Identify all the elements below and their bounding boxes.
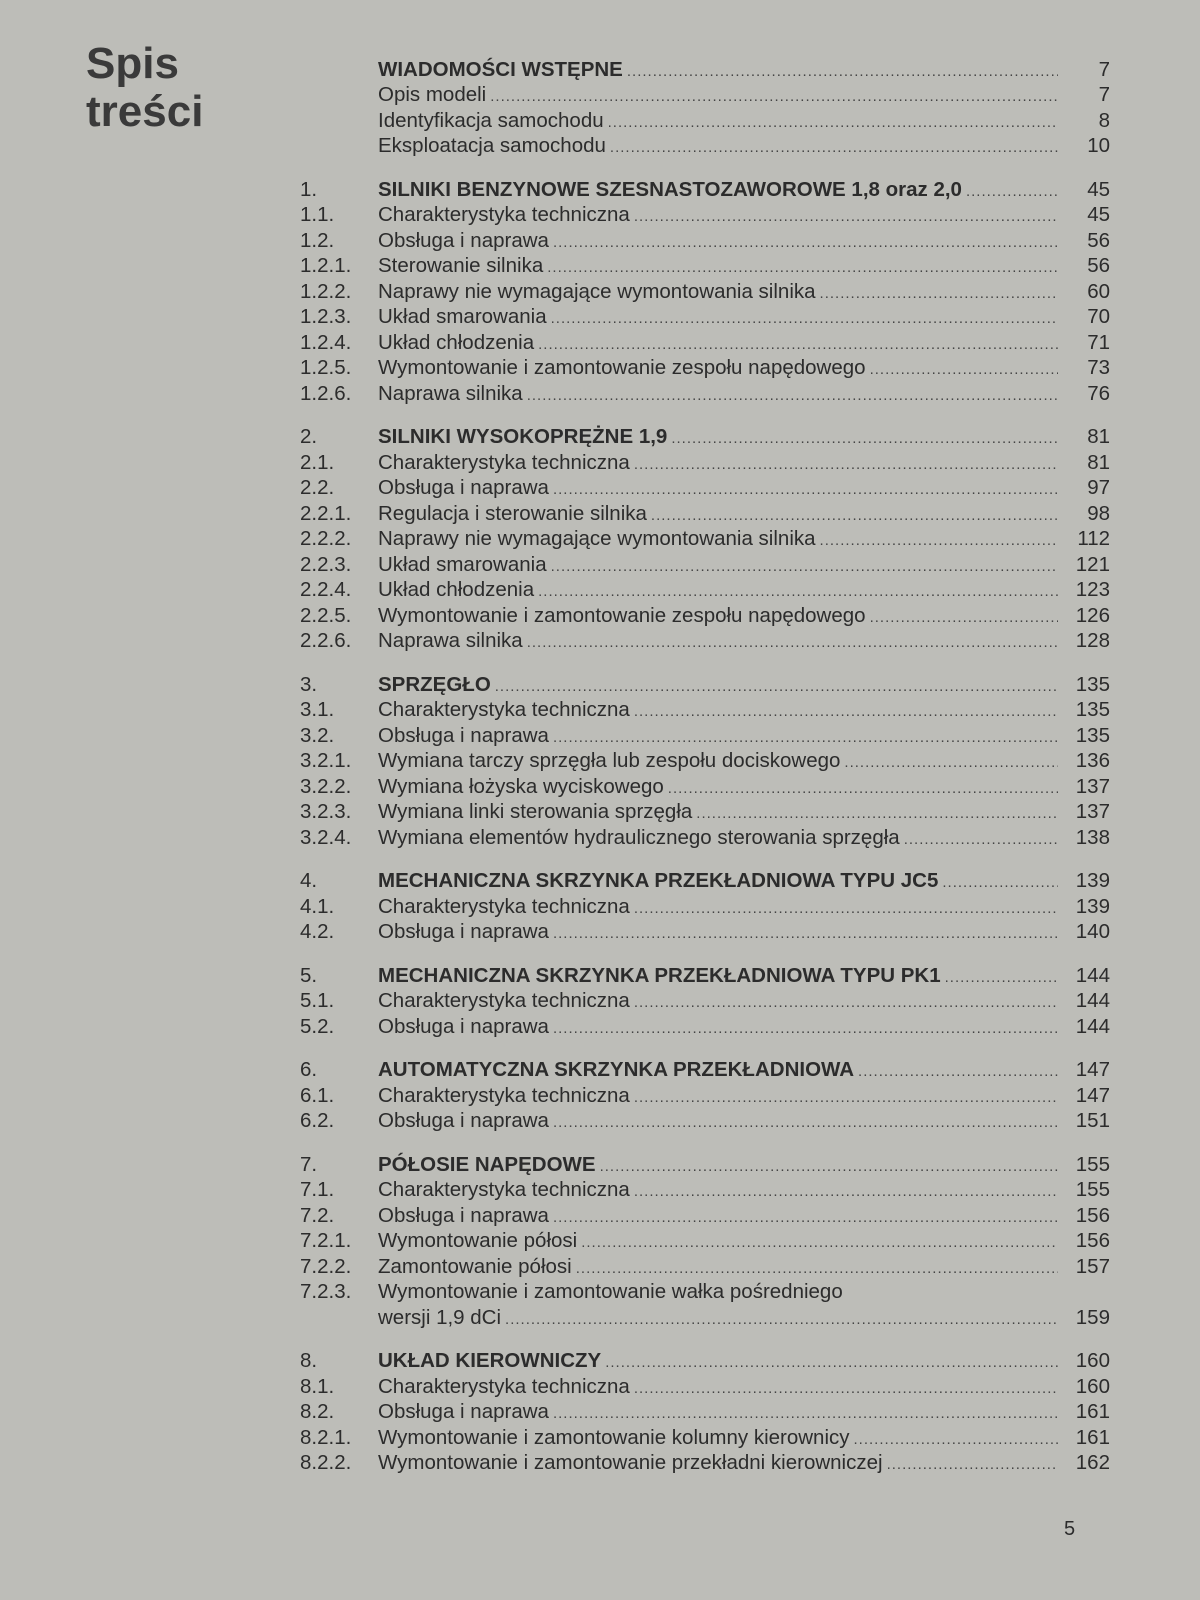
entry-page: 139	[1075, 894, 1110, 918]
leader-dots	[844, 753, 1058, 773]
toc-entry	[300, 355, 1110, 381]
entry-number: 5.1.	[300, 989, 335, 1012]
toc-entry	[300, 773, 1110, 799]
toc-section	[300, 424, 1110, 654]
entry-title: Charakterystyka techniczna	[378, 1083, 630, 1107]
entry-title: Zamontowanie półosi	[378, 1254, 572, 1278]
toc-entry	[300, 748, 1110, 774]
entry-title: Obsługa i naprawa	[378, 476, 549, 499]
entry-title: Identyfikacja samochodu	[378, 108, 604, 132]
entry-title: WIADOMOŚCI WSTĘPNE	[378, 57, 623, 81]
entry-page: 81	[1087, 450, 1110, 474]
leader-dots	[904, 830, 1058, 850]
toc-entry	[300, 304, 1110, 330]
entry-page: 156	[1075, 1229, 1110, 1252]
entry-page: 138	[1075, 825, 1110, 849]
toc-entry	[300, 1013, 1110, 1039]
entry-number: 7.2.2.	[300, 1254, 352, 1278]
leader-dots	[870, 608, 1058, 628]
leader-dots	[634, 1379, 1058, 1399]
entry-page: 7	[1098, 57, 1110, 81]
entry-page: 71	[1087, 330, 1110, 354]
toc-section	[300, 1348, 1110, 1476]
entry-title: Wymontowanie i zamontowanie zespołu napędowego	[378, 356, 866, 379]
toc-entry	[300, 824, 1110, 850]
entry-number: 6.	[300, 1058, 318, 1081]
entry-number: 2.2.1.	[300, 501, 352, 525]
entry-title: Charakterystyka techniczna	[378, 450, 630, 474]
toc-chapter-heading	[300, 56, 1110, 82]
table-of-contents	[300, 56, 1110, 1493]
leader-dots	[553, 1019, 1058, 1039]
leader-dots	[858, 1062, 1058, 1082]
entry-page: 157	[1075, 1254, 1110, 1278]
entry-number: 1.2.3.	[300, 305, 352, 328]
entry-title: Wymontowanie półosi	[378, 1229, 578, 1252]
toc-entry	[300, 133, 1110, 159]
entry-title: Naprawa silnika	[378, 381, 523, 405]
entry-page: 76	[1087, 381, 1110, 405]
entry-number: 4.	[300, 869, 318, 892]
entry-number: 8.2.1.	[300, 1425, 352, 1449]
entry-page: 155	[1075, 1152, 1110, 1176]
toc-entry	[300, 1399, 1110, 1425]
entry-page: 7	[1098, 83, 1110, 106]
entry-title: Naprawa silnika	[378, 629, 523, 652]
entry-title: Charakterystyka techniczna	[378, 1178, 630, 1201]
entry-page: 121	[1075, 552, 1110, 576]
leader-dots	[942, 873, 1058, 893]
leader-dots	[668, 779, 1058, 799]
entry-number: 2.2.2.	[300, 527, 352, 550]
entry-number: 7.2.3.	[300, 1280, 352, 1303]
leader-dots	[627, 62, 1058, 82]
entry-title: Charakterystyka techniczna	[378, 989, 630, 1012]
leader-dots	[651, 506, 1058, 526]
leader-dots	[553, 1113, 1058, 1133]
entry-page: 151	[1075, 1109, 1110, 1132]
entry-page: 155	[1075, 1178, 1110, 1201]
leader-dots	[634, 455, 1058, 475]
entry-page: 45	[1087, 177, 1110, 201]
entry-number: 6.2.	[300, 1109, 335, 1132]
leader-dots	[551, 309, 1058, 329]
toc-entry	[300, 449, 1110, 475]
leader-dots	[538, 335, 1058, 355]
entry-page: 140	[1075, 920, 1110, 943]
toc-entry	[300, 526, 1110, 552]
leader-dots	[605, 1353, 1058, 1373]
entry-title: Wymontowanie i zamontowanie przekładni kierowniczej	[378, 1451, 883, 1474]
entry-page: 70	[1087, 305, 1110, 328]
toc-entry	[300, 1373, 1110, 1399]
entry-title: Obsługa i naprawa	[378, 1203, 549, 1227]
entry-page: 123	[1075, 578, 1110, 601]
leader-dots	[610, 138, 1058, 158]
entry-number: 1.2.4.	[300, 330, 352, 354]
entry-title: Charakterystyka techniczna	[378, 1374, 630, 1398]
entry-number: 4.1.	[300, 894, 335, 918]
entry-title: Sterowanie silnika	[378, 254, 544, 277]
entry-page: 160	[1075, 1374, 1110, 1398]
entry-title: Wymiana linki sterowania sprzęgła	[378, 800, 693, 823]
entry-title: Naprawy nie wymagające wymontowania silnika	[378, 527, 816, 550]
entry-title: Obsługa i naprawa	[378, 1109, 549, 1132]
entry-page: 56	[1087, 228, 1110, 252]
entry-title: PÓŁOSIE NAPĘDOWE	[378, 1152, 596, 1176]
entry-title: SILNIKI BENZYNOWE SZESNASTOZAWOROWE 1,8 oraz 2,0	[378, 177, 962, 201]
leader-dots	[887, 1455, 1058, 1475]
toc-entry	[300, 380, 1110, 406]
entry-page: 60	[1087, 279, 1110, 303]
entry-title: Układ smarowania	[378, 552, 547, 576]
entry-number: 8.1.	[300, 1374, 335, 1398]
toc-entry	[300, 1253, 1110, 1279]
leader-dots	[820, 284, 1058, 304]
title-line-1: Spis	[86, 39, 179, 88]
toc-chapter-heading	[300, 1348, 1110, 1374]
entry-number: 1.2.2.	[300, 279, 352, 303]
leader-dots	[527, 633, 1058, 653]
leader-dots	[696, 804, 1058, 824]
entry-page: 144	[1075, 989, 1110, 1012]
entry-title: Wymiana elementów hydraulicznego sterowania sprzęgła	[378, 825, 900, 849]
entry-number: 3.1.	[300, 698, 335, 721]
entry-page: 98	[1087, 501, 1110, 525]
entry-title: Obsługa i naprawa	[378, 1014, 549, 1038]
leader-dots	[608, 113, 1058, 133]
leader-dots	[634, 702, 1058, 722]
entry-title: Charakterystyka techniczna	[378, 203, 630, 226]
entry-page: 144	[1075, 963, 1110, 987]
entry-number: 3.2.4.	[300, 825, 352, 849]
entry-title: SILNIKI WYSOKOPRĘŻNE 1,9	[378, 425, 668, 448]
entry-page: 156	[1075, 1203, 1110, 1227]
entry-number: 8.2.	[300, 1400, 335, 1423]
leader-dots	[966, 182, 1058, 202]
toc-entry	[300, 1082, 1110, 1108]
toc-chapter-heading	[300, 1151, 1110, 1177]
toc-entry	[300, 500, 1110, 526]
toc-entry	[300, 1177, 1110, 1203]
entry-number: 1.2.5.	[300, 356, 352, 379]
entry-number: 8.	[300, 1349, 318, 1372]
toc-entry	[300, 475, 1110, 501]
toc-entry	[300, 1108, 1110, 1134]
toc-entry	[300, 1202, 1110, 1228]
entry-title: Wymontowanie i zamontowanie zespołu napędowego	[378, 603, 866, 627]
entry-page: 112	[1077, 527, 1110, 550]
toc-chapter-heading	[300, 424, 1110, 450]
leader-dots	[527, 386, 1058, 406]
entry-number: 2.2.4.	[300, 578, 352, 601]
toc-entry	[300, 893, 1110, 919]
leader-dots	[505, 1310, 1058, 1330]
entry-number: 3.	[300, 672, 318, 696]
entry-title: Naprawy nie wymagające wymontowania silnika	[378, 279, 816, 303]
entry-page: 135	[1075, 672, 1110, 696]
toc-section	[300, 56, 1110, 158]
toc-entry	[300, 628, 1110, 654]
toc-entry	[300, 988, 1110, 1014]
entry-page: 73	[1087, 356, 1110, 379]
entry-title: Charakterystyka techniczna	[378, 698, 630, 721]
entry-page: 161	[1075, 1425, 1110, 1449]
entry-page: 137	[1075, 800, 1110, 823]
entry-number: 7.2.1.	[300, 1229, 352, 1252]
entry-number: 1.2.6.	[300, 381, 352, 405]
leader-dots	[553, 480, 1058, 500]
entry-number: 1.2.1.	[300, 254, 352, 277]
toc-entry	[300, 577, 1110, 603]
entry-page: 128	[1075, 629, 1110, 652]
entry-title: AUTOMATYCZNA SKRZYNKA PRZEKŁADNIOWA	[378, 1058, 855, 1081]
entry-number: 5.2.	[300, 1014, 335, 1038]
page-number: 5	[1064, 1518, 1076, 1540]
entry-page: 97	[1087, 476, 1110, 499]
entry-number: 6.1.	[300, 1083, 335, 1107]
entry-page: 147	[1075, 1058, 1110, 1081]
toc-entry	[300, 919, 1110, 945]
toc-entry	[300, 82, 1110, 108]
entry-number: 1.	[300, 177, 318, 201]
entry-page: 126	[1075, 603, 1110, 627]
entry-title: Eksploatacja samochodu	[378, 134, 606, 157]
toc-entry	[300, 551, 1110, 577]
leader-dots	[581, 1233, 1058, 1253]
toc-chapter-heading	[300, 1057, 1110, 1083]
entry-number: 8.2.2.	[300, 1451, 352, 1474]
leader-dots	[634, 993, 1058, 1013]
toc-section	[300, 868, 1110, 945]
leader-dots	[553, 1208, 1058, 1228]
entry-title: Wymontowanie i zamontowanie wałka pośredniego	[378, 1280, 843, 1303]
toc-chapter-heading	[300, 671, 1110, 697]
toc-entry	[300, 1228, 1110, 1254]
entry-page: 45	[1087, 203, 1110, 226]
toc-section	[300, 962, 1110, 1039]
entry-number: 1.2.	[300, 228, 335, 252]
entry-title: UKŁAD KIEROWNICZY	[378, 1349, 602, 1372]
entry-title: Obsługa i naprawa	[378, 1400, 549, 1423]
entry-page: 56	[1087, 254, 1110, 277]
entry-number: 7.	[300, 1152, 318, 1176]
entry-title: Układ chłodzenia	[378, 578, 535, 601]
toc-section	[300, 671, 1110, 850]
entry-title: wersji 1,9 dCi	[378, 1305, 502, 1329]
entry-number: 3.2.3.	[300, 800, 352, 823]
leader-dots	[634, 1182, 1058, 1202]
leader-dots	[945, 968, 1058, 988]
toc-entry	[300, 602, 1110, 628]
leader-dots	[870, 360, 1058, 380]
entry-title: Opis modeli	[378, 83, 487, 106]
toc-section	[300, 1151, 1110, 1330]
leader-dots	[553, 1404, 1058, 1424]
leader-dots	[634, 1088, 1058, 1108]
leader-dots	[538, 582, 1058, 602]
leader-dots	[634, 207, 1058, 227]
toc-entry	[300, 107, 1110, 133]
toc-chapter-heading	[300, 868, 1110, 894]
leader-dots	[553, 233, 1058, 253]
entry-number: 2.	[300, 425, 318, 448]
entry-page: 8	[1098, 108, 1110, 132]
leader-dots	[551, 557, 1058, 577]
entry-number: 4.2.	[300, 920, 335, 943]
entry-page: 135	[1075, 698, 1110, 721]
entry-page: 81	[1087, 425, 1110, 448]
leader-dots	[576, 1259, 1058, 1279]
entry-page: 137	[1075, 774, 1110, 798]
entry-title: Charakterystyka techniczna	[378, 894, 630, 918]
entry-title: Regulacja i sterowanie silnika	[378, 501, 647, 525]
entry-page: 161	[1075, 1400, 1110, 1423]
leader-dots	[553, 924, 1058, 944]
toc-entry	[300, 1304, 1110, 1330]
entry-number: 7.1.	[300, 1178, 335, 1201]
entry-number: 7.2.	[300, 1203, 335, 1227]
leader-dots	[854, 1430, 1058, 1450]
entry-title: Wymontowanie i zamontowanie kolumny kierownicy	[378, 1425, 850, 1449]
title-line-2: treści	[86, 87, 204, 136]
toc-entry	[300, 202, 1110, 228]
toc-entry	[300, 1279, 1110, 1305]
entry-page: 144	[1075, 1014, 1110, 1038]
leader-dots	[671, 429, 1058, 449]
toc-entry	[300, 278, 1110, 304]
entry-page: 160	[1075, 1349, 1110, 1372]
toc-chapter-heading	[300, 176, 1110, 202]
toc-entry	[300, 1450, 1110, 1476]
leader-dots	[547, 258, 1058, 278]
entry-title: Wymiana łożyska wyciskowego	[378, 774, 664, 798]
toc-entry	[300, 227, 1110, 253]
entry-number: 3.2.2.	[300, 774, 352, 798]
entry-number: 5.	[300, 963, 318, 987]
toc-entry	[300, 799, 1110, 825]
entry-page: 162	[1075, 1451, 1110, 1474]
entry-title: Obsługa i naprawa	[378, 723, 549, 747]
leader-dots	[634, 899, 1058, 919]
entry-number: 3.2.	[300, 723, 335, 747]
toc-entry	[300, 329, 1110, 355]
entry-page: 135	[1075, 723, 1110, 747]
entry-page: 136	[1075, 749, 1110, 772]
entry-number: 3.2.1.	[300, 749, 352, 772]
entry-number: 2.2.	[300, 476, 335, 499]
toc-entry	[300, 722, 1110, 748]
leader-dots	[820, 531, 1058, 551]
entry-page: 159	[1075, 1305, 1110, 1329]
entry-number: 2.2.5.	[300, 603, 352, 627]
leader-dots	[553, 728, 1058, 748]
entry-number: 1.1.	[300, 203, 335, 226]
toc-entry	[300, 697, 1110, 723]
toc-section	[300, 1057, 1110, 1134]
leader-dots	[490, 87, 1058, 107]
entry-title: Wymiana tarczy sprzęgła lub zespołu dociskowego	[378, 749, 841, 772]
entry-title: MECHANICZNA SKRZYNKA PRZEKŁADNIOWA TYPU JC5	[378, 869, 939, 892]
entry-number: 2.2.6.	[300, 629, 352, 652]
toc-chapter-heading	[300, 962, 1110, 988]
entry-page: 139	[1075, 869, 1110, 892]
entry-page: 147	[1075, 1083, 1110, 1107]
entry-number: 2.1.	[300, 450, 335, 474]
toc-entry	[300, 1424, 1110, 1450]
toc-entry	[300, 253, 1110, 279]
entry-title: Obsługa i naprawa	[378, 920, 549, 943]
entry-title: Układ chłodzenia	[378, 330, 535, 354]
entry-title: SPRZĘGŁO	[378, 672, 491, 696]
page-title	[86, 40, 203, 136]
entry-title: Układ smarowania	[378, 305, 547, 328]
entry-title: Obsługa i naprawa	[378, 228, 549, 252]
toc-section	[300, 176, 1110, 406]
leader-dots	[495, 677, 1058, 697]
leader-dots	[600, 1157, 1058, 1177]
entry-number: 2.2.3.	[300, 552, 352, 576]
entry-title: MECHANICZNA SKRZYNKA PRZEKŁADNIOWA TYPU PK1	[378, 963, 941, 987]
entry-page: 10	[1087, 134, 1110, 157]
